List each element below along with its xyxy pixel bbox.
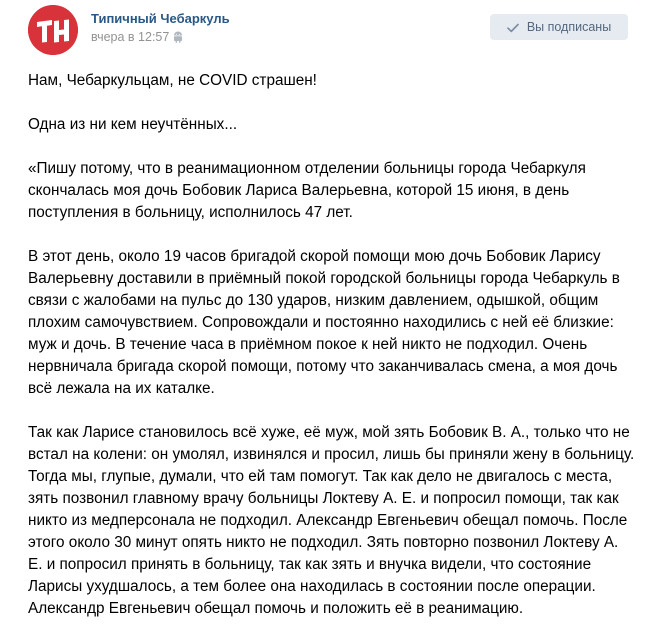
android-icon <box>173 31 183 43</box>
post-text-line: Тогда мы, глупые, думали, что ей там помогут. Так как дело не двигалось с места, <box>28 468 613 485</box>
post-text-line: поступления в больницу, исполнилось 47 лет. <box>28 204 353 221</box>
post-meta <box>91 30 183 44</box>
post-text-line: встал на колени: он умолял, извинялся и просил, лишь бы приняли жену в больницу. <box>28 446 635 463</box>
post-text-line: нервничала бригада скорой помощи, потому что заканчивалась смена, а моя дочь <box>28 358 618 375</box>
subscribed-button[interactable] <box>490 14 628 40</box>
post-text-line: Нам, Чебаркульцам, не COVID страшен! <box>28 72 317 89</box>
group-name-link[interactable]: Типичный Чебаркуль <box>91 11 230 26</box>
post-text-line: скончалась моя дочь Бобовик Лариса Валерьевна, которой 15 июня, в день <box>28 182 570 199</box>
post-text-line: Так как Ларисе становилось всё хуже, её муж, мой зять Бобовик В. А., только что не <box>28 424 630 441</box>
post-text-line: муж и дочь. В течение часа в приёмном покое к ней никто не подходил. Очень <box>28 336 588 353</box>
post-paragraph <box>28 114 628 136</box>
post-text-line: В этот день, около 19 часов бригадой скорой помощи мою дочь Бобовик Ларису <box>28 248 601 265</box>
post-text-line: связи с жалобами на пульс до 130 ударов, низким давлением, одышкой, общим <box>28 292 599 309</box>
post-text-line: Одна из ни кем неучтённых... <box>28 116 238 133</box>
group-logo-icon <box>28 5 78 55</box>
subscribed-button-label: Вы подписаны <box>526 20 612 34</box>
post-text-line: плохим самочувствием. Сопровождали и постоянно находились с ней её близкие: <box>28 314 614 331</box>
post-text-line: этого около 30 минут опять никто не подходил. Зять повторно позвонил Локтеву А. <box>28 534 619 551</box>
group-avatar[interactable] <box>28 5 78 55</box>
post-text-line: Е. и попросил принять в больницу, так как зять и внучка видели, что состояние <box>28 556 592 573</box>
post-text-line: «Пишу потому, что в реанимационном отделении больницы города Чебаркуля <box>28 160 586 177</box>
post-text <box>28 70 635 642</box>
post-paragraph <box>28 158 628 224</box>
post-text-line: Валерьевну доставили в приёмный покой городской больницы города Чебаркуль в <box>28 270 620 287</box>
check-icon <box>507 22 519 32</box>
post-date-link[interactable]: вчера в 12:57 <box>91 30 170 44</box>
post-text-line: никто из медперсонала не подходил. Александр Евгеньевич обещал помочь. После <box>28 512 628 529</box>
post-paragraph <box>28 422 635 620</box>
post-paragraph <box>28 246 628 400</box>
post-text-line: зять позвонил главному врачу больницы Локтеву А. Е. и попросил помощи, так как <box>28 490 619 507</box>
post-text-line: Ларисы ухудшалось, а тем более она находилась в состоянии после операции. <box>28 578 596 595</box>
post-paragraph <box>28 70 628 92</box>
post-text-line: всё лежала на их каталке. <box>28 380 215 397</box>
post-text-line: Александр Евгеньевич обещал помочь и положить её в реанимацию. <box>28 600 524 617</box>
